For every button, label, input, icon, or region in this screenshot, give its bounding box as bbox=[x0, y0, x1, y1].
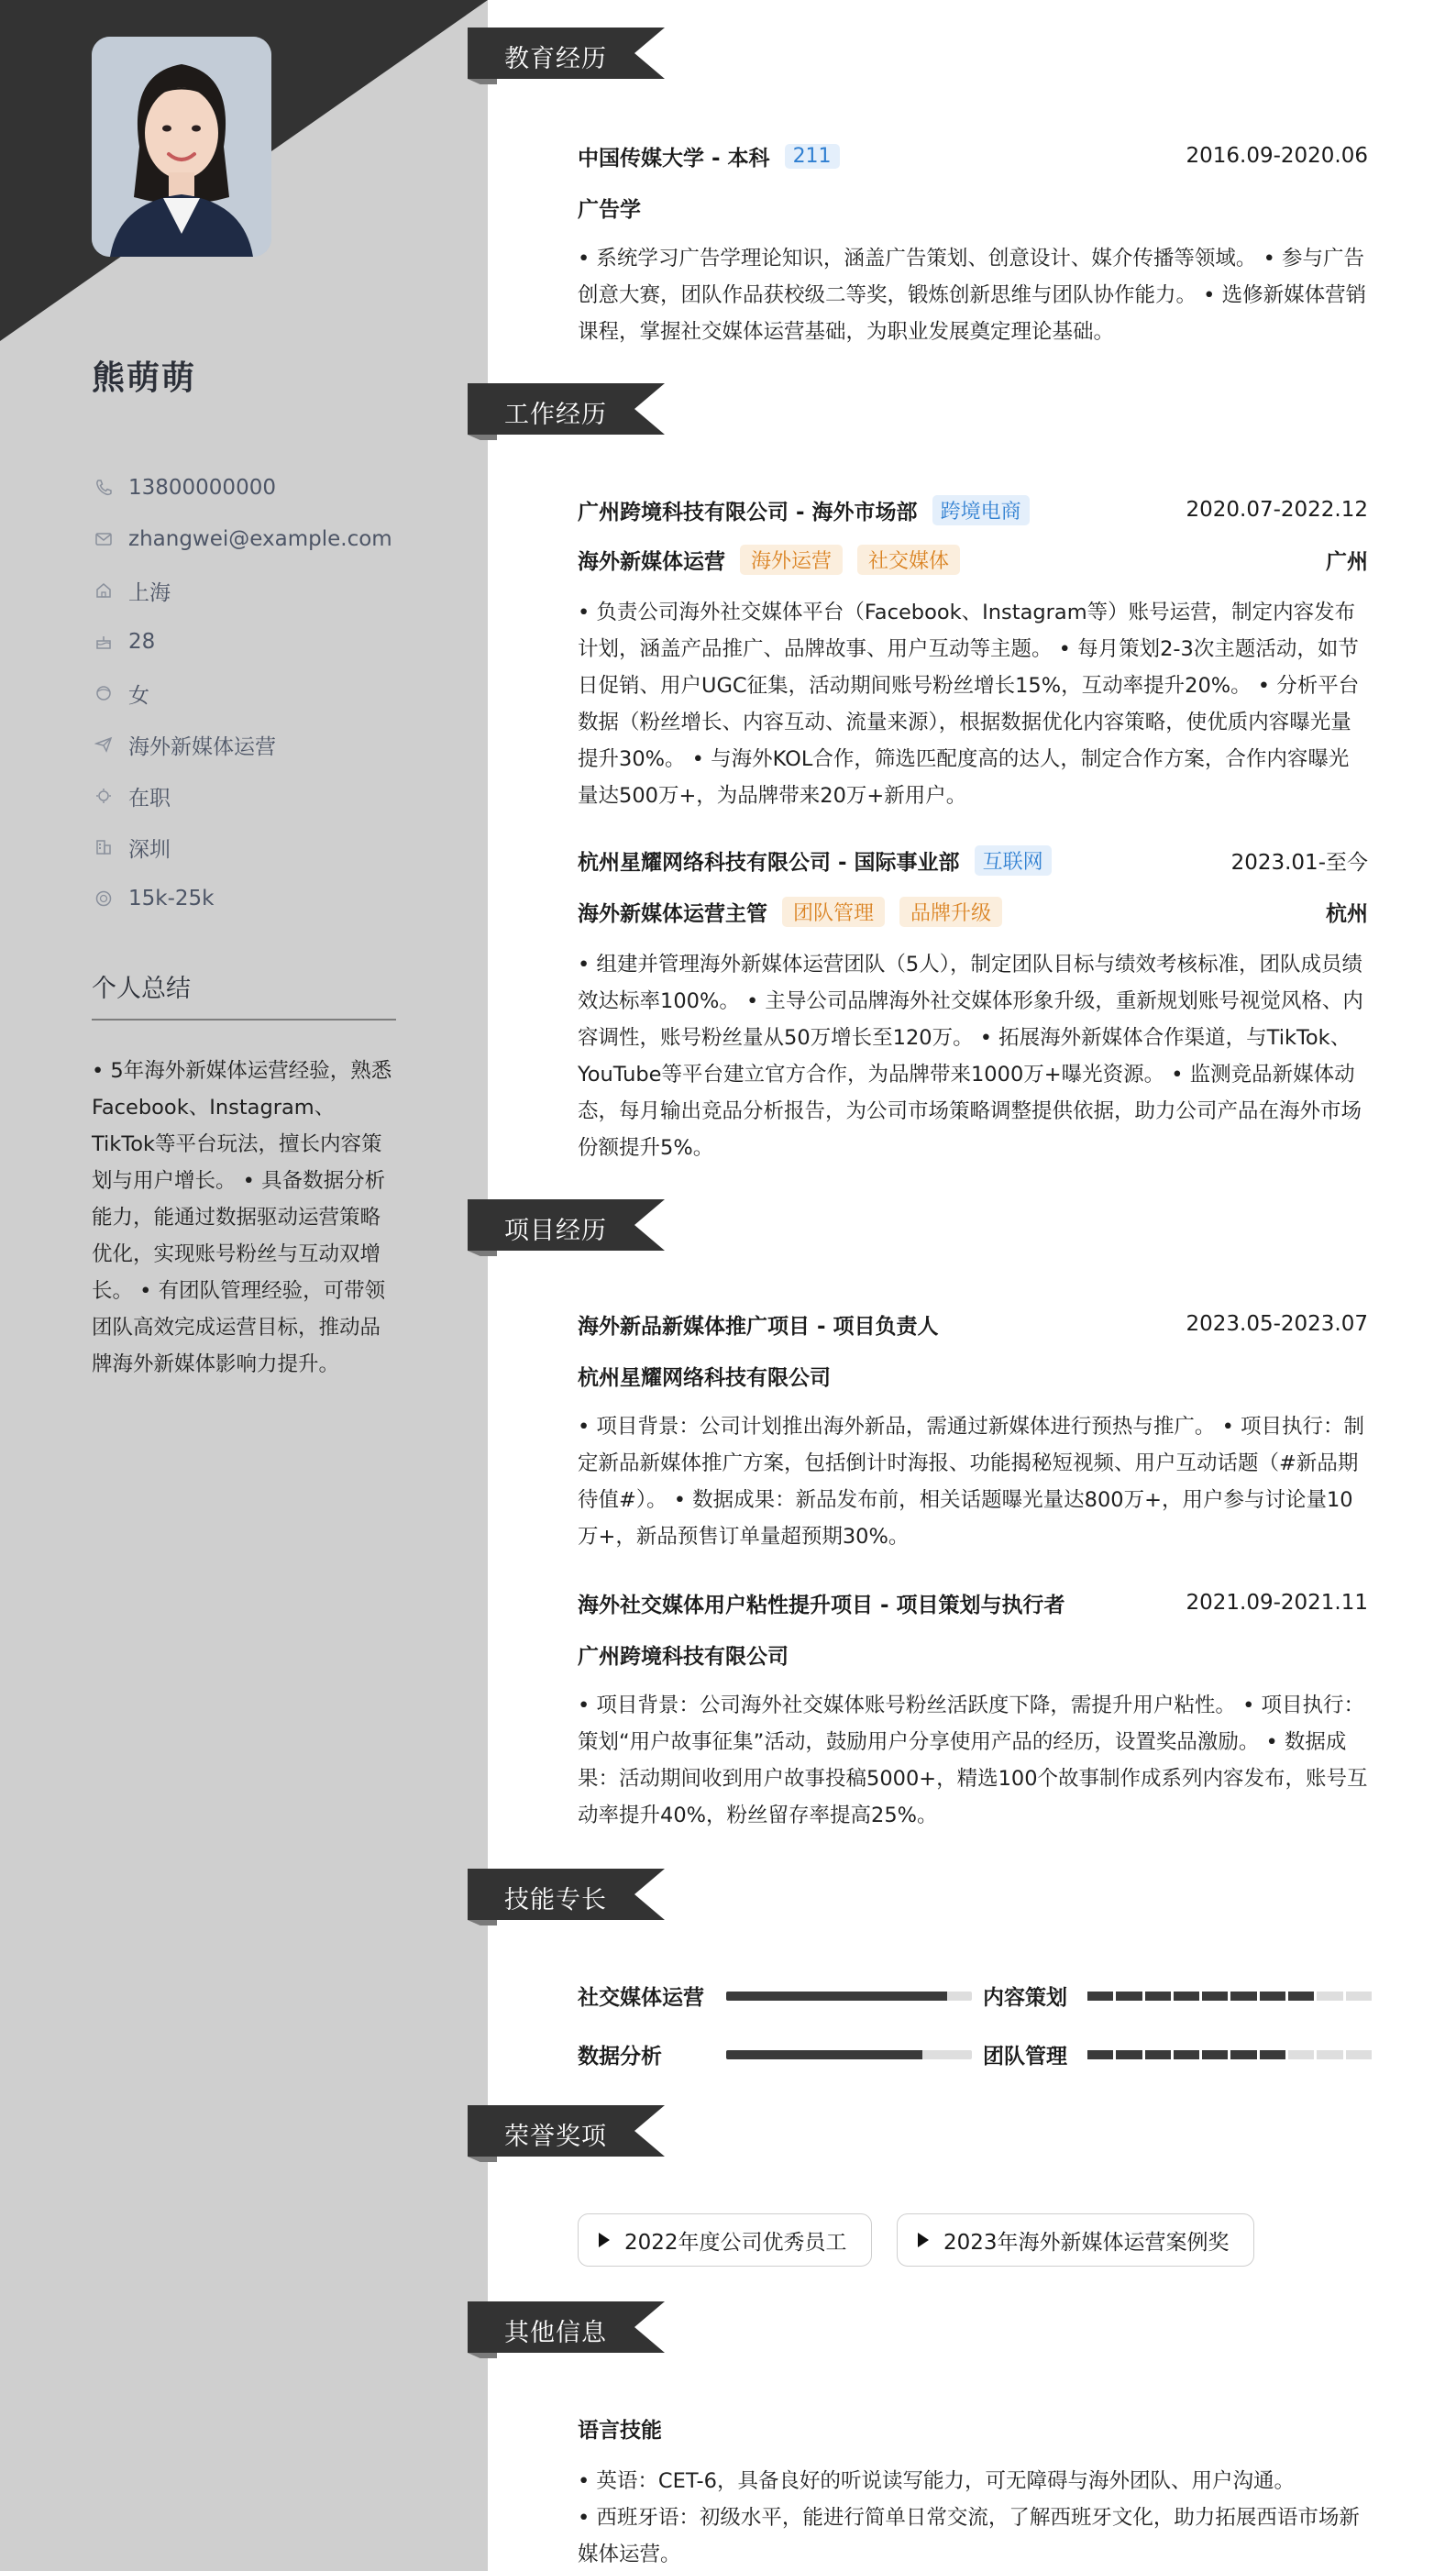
skill-segment bbox=[1260, 2050, 1285, 2059]
status-icon bbox=[92, 784, 116, 808]
contact-location bbox=[92, 576, 171, 605]
building-icon bbox=[92, 835, 116, 859]
section-title: 工作经历 bbox=[504, 401, 607, 429]
section-title: 其他信息 bbox=[504, 2319, 607, 2347]
project-date: 2023.05-2023.07 bbox=[1186, 1312, 1368, 1336]
skill-segment bbox=[1288, 1992, 1314, 2001]
section-title: 技能专长 bbox=[504, 1886, 607, 1914]
skill-name: 社交媒体运营 bbox=[578, 1986, 704, 2010]
honor-text: 2023年海外新媒体运营案例奖 bbox=[943, 2230, 1230, 2255]
skill-segment bbox=[1087, 2050, 1113, 2059]
role-tag: 品牌升级 bbox=[899, 897, 1002, 927]
skill-segment bbox=[1145, 1992, 1171, 2001]
education-header bbox=[578, 139, 1368, 172]
project-company: 杭州星耀网络科技有限公司 bbox=[578, 1365, 831, 1390]
work-date: 2020.07-2022.12 bbox=[1186, 498, 1368, 522]
contact-text: 女 bbox=[128, 683, 149, 708]
project-description-1: • 项目背景：公司计划推出海外新品，需通过新媒体进行预热与推广。 • 项目执行：制定新品新媒体推广方案，包括倒计时海报、功能揭秘短视频、用户互动话题（#新品期待值#）。 • 数据成果：新品发布前，相关话题曝光量达800万+，用户参与讨论量10万+，新品预售订单量超预期30%。 bbox=[578, 1415, 1365, 1549]
contact-phone bbox=[92, 473, 276, 502]
contact-city bbox=[92, 833, 171, 862]
candidate-name: 熊萌萌 bbox=[92, 359, 197, 397]
honor-badge bbox=[578, 2213, 872, 2267]
language-line-2: • 西班牙语：初级水平，能进行简单日常交流，了解西班牙文化，助力拓展西语市场新媒体运营。 bbox=[578, 2506, 1360, 2566]
gender-icon bbox=[92, 681, 116, 705]
skill-segment bbox=[1260, 1992, 1285, 2001]
section-title: 教育经历 bbox=[504, 45, 607, 73]
phone-icon bbox=[92, 476, 116, 500]
play-triangle-icon bbox=[599, 2233, 610, 2247]
contact-text: 15k-25k bbox=[128, 887, 215, 910]
education-major-row bbox=[578, 191, 1368, 224]
project-date: 2021.09-2021.11 bbox=[1186, 1591, 1368, 1615]
contact-target-role bbox=[92, 730, 276, 759]
project-company: 广州跨境科技有限公司 bbox=[578, 1644, 789, 1669]
project-title: 海外社交媒体用户粘性提升项目 - 项目策划与执行者 bbox=[578, 1593, 1065, 1617]
skill-segment bbox=[1317, 2050, 1342, 2059]
skill-segmented-bar bbox=[1087, 2050, 1372, 2059]
contact-salary bbox=[92, 884, 214, 913]
role-title: 海外新媒体运营主管 bbox=[578, 901, 767, 926]
skill-segment bbox=[1087, 1992, 1113, 2001]
contact-gender bbox=[92, 679, 149, 708]
skill-segment bbox=[1202, 2050, 1228, 2059]
project-header-1 bbox=[578, 1308, 1368, 1341]
skill-name: 数据分析 bbox=[578, 2045, 662, 2069]
role-title: 海外新媒体运营 bbox=[578, 549, 725, 574]
skill-segment bbox=[1230, 2050, 1256, 2059]
project-description-2: • 项目背景：公司海外社交媒体账号粉丝活跃度下降，需提升用户粘性。 • 项目执行：策划“用户故事征集”活动，鼓励用户分享使用产品的经历，设置奖品激励。 • 数据成果：活动期间收到用户故事投稿5000+，精选100个故事制作成系列内容发布，账号互动率提升40%，粉丝留存率提高25%。 bbox=[578, 1694, 1368, 1827]
work-header-1 bbox=[578, 493, 1368, 526]
section-header-project bbox=[468, 1199, 665, 1256]
section-title: 项目经历 bbox=[504, 1217, 607, 1245]
project-company-row-2 bbox=[578, 1638, 1368, 1671]
skill-segment bbox=[1346, 2050, 1372, 2059]
education-description: • 系统学习广告学理论知识，涵盖广告策划、创意设计、媒介传播等领域。 • 参与广告创意大赛，团队作品获校级二等奖，锻炼创新思维与团队协作能力。 • 选修新媒体营销课程，掌握社交媒体运营基础，为职业发展奠定理论基础。 bbox=[578, 247, 1367, 344]
education-date: 2016.09-2020.06 bbox=[1186, 144, 1368, 168]
work-header-2 bbox=[578, 844, 1368, 877]
work-description-2: • 组建并管理海外新媒体运营团队（5人），制定团队目标与绩效考核标准，团队成员绩效达标率100%。 • 主导公司品牌海外社交媒体形象升级，重新规划账号视觉风格、内容调性，账号粉丝量从50万增长至120万。 • 拓展海外新媒体合作渠道，与TikTok、YouTube等平台建立官方合作，为品牌带来1000万+曝光资源。 • 监测竞品新媒体动态，每月输出竞品分析报告，为公司市场策略调整提供依据，助力公司产品在海外市场份额提升5%。 bbox=[578, 953, 1363, 1160]
language-skills-title: 语言技能 bbox=[578, 2418, 662, 2443]
contact-text: 上海 bbox=[128, 580, 171, 605]
summary-text: • 5年海外新媒体运营经验，熟悉Facebook、Instagram、TikTok等平台玩法，擅长内容策划与用户增长。 • 具备数据分析能力，能通过数据驱动运营策略优化，实现账号粉丝与互动双增长。 • 有团队管理经验，可带领团队高效完成运营目标，推动品牌海外新媒体影响力提升。 bbox=[92, 1059, 392, 1376]
contact-text: 28 bbox=[128, 630, 156, 654]
send-icon bbox=[92, 733, 116, 756]
contact-status bbox=[92, 781, 171, 811]
industry-tag: 跨境电商 bbox=[932, 495, 1030, 525]
skill-segment bbox=[1145, 2050, 1171, 2059]
work-role-row-1 bbox=[578, 543, 1368, 576]
school-tag: 211 bbox=[785, 144, 840, 169]
role-tag: 团队管理 bbox=[782, 897, 885, 927]
project-header-2 bbox=[578, 1586, 1368, 1619]
skill-segment bbox=[1202, 1992, 1228, 2001]
skill-segment bbox=[1288, 2050, 1314, 2059]
skill-segment bbox=[1230, 1992, 1256, 2001]
play-triangle-icon bbox=[918, 2233, 929, 2247]
mail-icon bbox=[92, 527, 116, 551]
skill-segment bbox=[1174, 2050, 1199, 2059]
home-icon bbox=[92, 579, 116, 602]
sidebar bbox=[0, 0, 488, 2571]
section-header-skills bbox=[468, 1869, 665, 1925]
section-title: 荣誉奖项 bbox=[504, 2123, 607, 2151]
skill-segment bbox=[1174, 1992, 1199, 2001]
skill-bar-fill bbox=[726, 2050, 922, 2059]
contact-email bbox=[92, 524, 392, 554]
skill-bar-fill bbox=[726, 1992, 947, 2001]
company-name: 广州跨境科技有限公司 - 海外市场部 bbox=[578, 500, 918, 524]
school-name: 中国传媒大学 - 本科 bbox=[578, 146, 770, 171]
contact-text: zhangwei@example.com bbox=[128, 527, 392, 551]
industry-tag: 互联网 bbox=[975, 845, 1052, 876]
money-icon bbox=[92, 887, 116, 910]
skill-name: 团队管理 bbox=[983, 2045, 1067, 2069]
work-description-1: • 负责公司海外社交媒体平台（Facebook、Instagram等）账号运营，制定内容发布计划，涵盖产品推广、品牌故事、用户互动等主题。 • 每月策划2-3次主题活动，如节日促销、用户UGC征集，活动期间账号粉丝增长15%，互动率提升20%。 • 分析平台数据（粉丝增长、内容互动、流量来源），根据数据优化内容策略，使优质内容曝光量提升30%。 • 与海外KOL合作，筛选匹配度高的达人，制定合作方案，合作内容曝光量达500万+，为品牌带来20万+新用户。 bbox=[578, 601, 1360, 808]
honor-badge bbox=[897, 2213, 1254, 2267]
skill-segment bbox=[1317, 1992, 1342, 2001]
summary-title: 个人总结 bbox=[92, 975, 191, 1003]
project-company-row-1 bbox=[578, 1359, 1368, 1392]
skill-segment bbox=[1346, 1992, 1372, 2001]
work-date: 2023.01-至今 bbox=[1230, 850, 1368, 875]
contact-text: 13800000000 bbox=[128, 476, 276, 500]
project-title: 海外新品新媒体推广项目 - 项目负责人 bbox=[578, 1314, 939, 1339]
role-tag: 海外运营 bbox=[740, 545, 843, 575]
avatar bbox=[92, 37, 271, 257]
section-header-other bbox=[468, 2301, 665, 2358]
work-city: 杭州 bbox=[1326, 901, 1368, 926]
skill-name: 内容策划 bbox=[983, 1986, 1067, 2010]
skill-bar bbox=[726, 1992, 972, 2001]
role-tag: 社交媒体 bbox=[857, 545, 960, 575]
skill-bar bbox=[726, 2050, 972, 2059]
contact-text: 海外新媒体运营 bbox=[128, 734, 276, 759]
section-header-honors bbox=[468, 2105, 665, 2162]
section-header-work bbox=[468, 383, 665, 440]
portrait-illustration bbox=[92, 37, 271, 257]
language-line-1: • 英语：CET-6，具备良好的听说读写能力，可无障碍与海外团队、用户沟通。 bbox=[578, 2469, 1295, 2493]
contact-text: 在职 bbox=[128, 786, 171, 811]
honor-text: 2022年度公司优秀员工 bbox=[624, 2230, 847, 2255]
contact-age bbox=[92, 627, 155, 657]
other-title-row bbox=[578, 2411, 1368, 2444]
cake-icon bbox=[92, 630, 116, 654]
section-header-education bbox=[468, 28, 665, 84]
divider bbox=[92, 1019, 396, 1021]
skill-segment bbox=[1116, 2050, 1142, 2059]
work-role-row-2 bbox=[578, 895, 1368, 928]
contact-text: 深圳 bbox=[128, 837, 171, 862]
skill-segmented-bar bbox=[1087, 1992, 1372, 2001]
major: 广告学 bbox=[578, 197, 641, 222]
company-name: 杭州星耀网络科技有限公司 - 国际事业部 bbox=[578, 850, 960, 875]
skill-segment bbox=[1116, 1992, 1142, 2001]
work-city: 广州 bbox=[1326, 549, 1368, 574]
